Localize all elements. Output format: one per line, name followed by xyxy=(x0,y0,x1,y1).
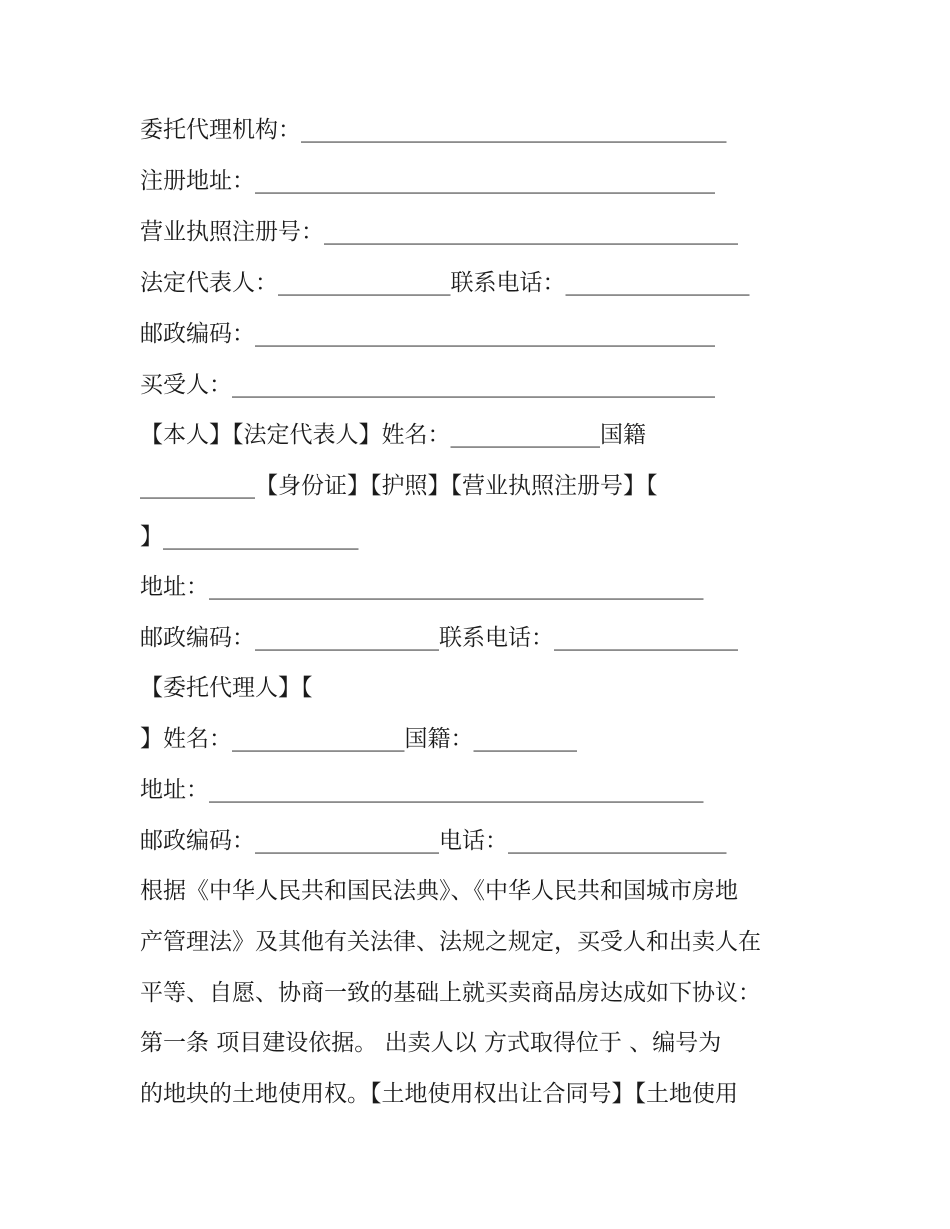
text-line: 【本人】【法定代表人】姓名：_____________国籍 xyxy=(140,422,646,448)
text-line: 根据《中华人民共和国民法典》、《中华人民共和国城市房地 xyxy=(140,878,738,904)
text-line: __________【身份证】【护照】【营业执照注册号】【 xyxy=(140,473,658,499)
text-line: 的地块的土地使用权。【土地使用权出让合同号】【土地使用 xyxy=(140,1081,738,1107)
text-line: 邮政编码：________________________________________ xyxy=(140,321,715,347)
text-line: 第一条 项目建设依据。 出卖人以 方式取得位于 、编号为 xyxy=(140,1030,722,1056)
text-line: 】_________________ xyxy=(140,524,359,550)
text-line: 邮政编码：________________电话：___________________ xyxy=(140,828,727,854)
text-line: 地址：___________________________________________ xyxy=(140,777,704,803)
text-line: 平等、自愿、协商一致的基础上就买卖商品房达成如下协议： xyxy=(140,980,761,1006)
text-line: 法定代表人：_______________联系电话：________________ xyxy=(140,270,750,296)
text-line: 买受人：__________________________________________ xyxy=(140,372,715,398)
text-line: 邮政编码：________________联系电话：________________ xyxy=(140,625,738,651)
text-line: 委托代理机构：_____________________________________ xyxy=(140,117,727,143)
text-line: 地址：___________________________________________ xyxy=(140,574,704,600)
text-line: 产管理法》及其他有关法律、法规之规定，买受人和出卖人在 xyxy=(140,929,761,955)
text-line: 】姓名：_______________国籍：_________ xyxy=(140,726,577,752)
text-line: 营业执照注册号：____________________________________ xyxy=(140,219,738,245)
text-line: 注册地址：________________________________________ xyxy=(140,168,715,194)
text-line: 【委托代理人】【 xyxy=(140,675,313,701)
